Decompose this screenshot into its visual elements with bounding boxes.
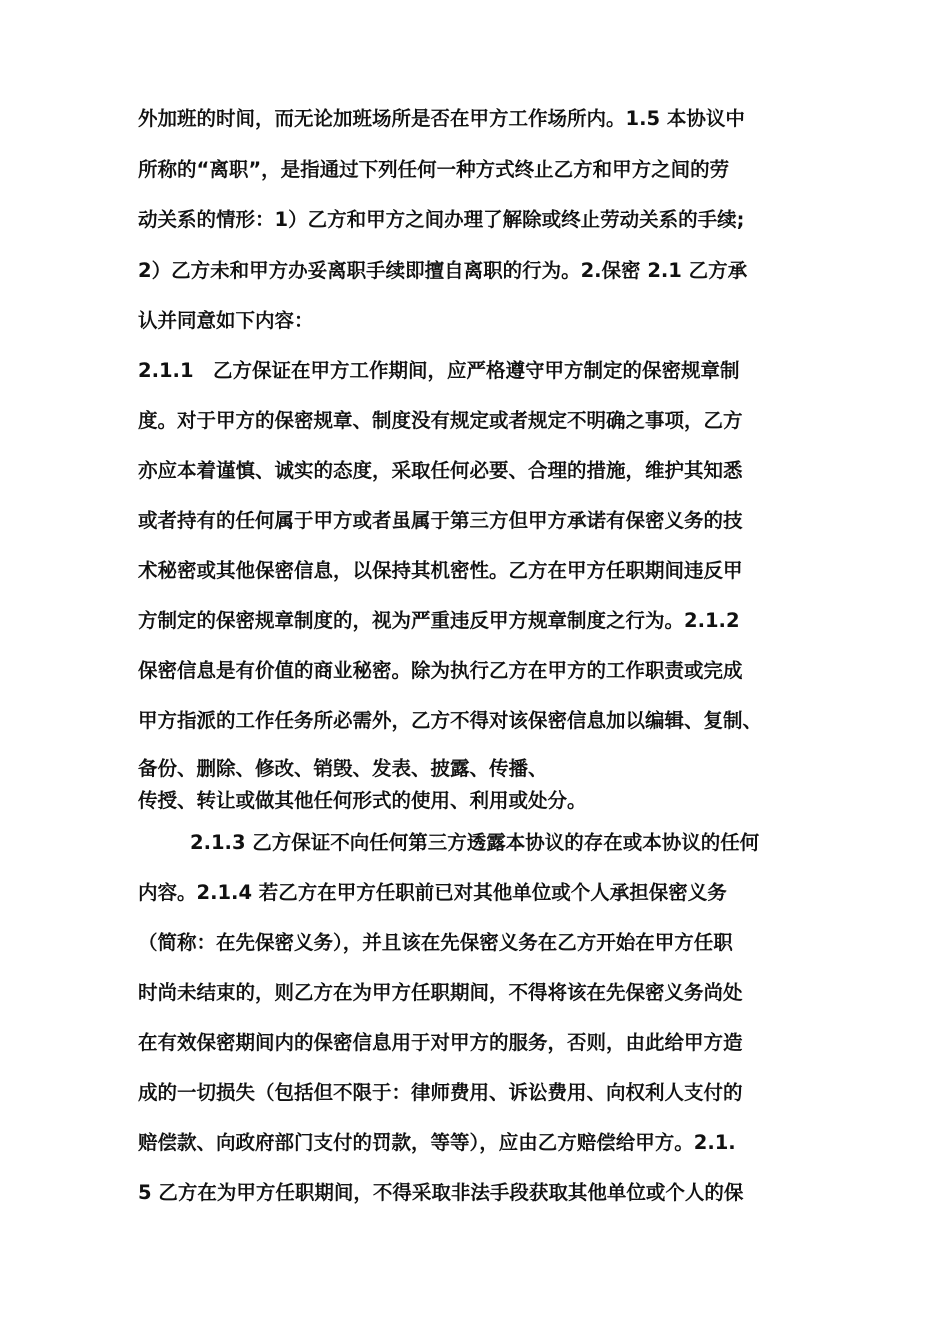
text-line: 传授、转让或做其他任何形式的使用、利用或处分。 bbox=[138, 789, 587, 812]
text-line: 术秘密或其他保密信息，以保持其机密性。乙方在甲方任职期间违反甲 bbox=[138, 559, 743, 582]
text-line: 在有效保密期间内的保密信息用于对甲方的服务，否则，由此给甲方造 bbox=[138, 1031, 743, 1054]
text-line: 成的一切损失（包括但不限于：律师费用、诉讼费用、向权利人支付的 bbox=[138, 1081, 743, 1104]
text-line: （简称：在先保密义务），并且该在先保密义务在乙方开始在甲方任职 bbox=[138, 931, 733, 954]
text-line: 方制定的保密规章制度的，视为严重违反甲方规章制度之行为。2.1.2 bbox=[138, 609, 740, 632]
text-line: 亦应本着谨慎、诚实的态度，采取任何必要、合理的措施，维护其知悉 bbox=[138, 459, 743, 482]
text-line: 认并同意如下内容： bbox=[138, 309, 314, 332]
text-line: 内容。2.1.4 若乙方在甲方任职前已对其他单位或个人承担保密义务 bbox=[138, 881, 727, 904]
text-line: 备份、删除、修改、销毁、发表、披露、传播、 bbox=[138, 757, 548, 780]
text-line: 2.1.1 乙方保证在甲方工作期间，应严格遵守甲方制定的保密规章制 bbox=[138, 359, 740, 382]
text-line: 时尚未结束的，则乙方在为甲方任职期间，不得将该在先保密义务尚处 bbox=[138, 981, 743, 1004]
text-line: 赔偿款、向政府部门支付的罚款，等等），应由乙方赔偿给甲方。2.1. bbox=[138, 1131, 736, 1154]
text-line: 保密信息是有价值的商业秘密。除为执行乙方在甲方的工作职责或完成 bbox=[138, 659, 743, 682]
text-line: 动关系的情形：1）乙方和甲方之间办理了解除或终止劳动关系的手续; bbox=[138, 208, 745, 231]
text-line: 外加班的时间，而无论加班场所是否在甲方工作场所内。1.5 本协议中 bbox=[138, 107, 745, 130]
text-line: 2.1.3 乙方保证不向任何第三方透露本协议的存在或本协议的任何 bbox=[190, 831, 760, 854]
text-line: 甲方指派的工作任务所必需外，乙方不得对该保密信息加以编辑、复制、 bbox=[138, 709, 763, 732]
text-line: 2）乙方未和甲方办妥离职手续即擅自离职的行为。2.保密 2.1 乙方承 bbox=[138, 259, 748, 282]
text-line: 度。对于甲方的保密规章、制度没有规定或者规定不明确之事项，乙方 bbox=[138, 409, 743, 432]
text-line: 5 乙方在为甲方任职期间，不得采取非法手段获取其他单位或个人的保 bbox=[138, 1181, 744, 1204]
text-line: 所称的“离职”，是指通过下列任何一种方式终止乙方和甲方之间的劳 bbox=[138, 158, 730, 181]
text-line: 或者持有的任何属于甲方或者虽属于第三方但甲方承诺有保密义务的技 bbox=[138, 509, 743, 532]
